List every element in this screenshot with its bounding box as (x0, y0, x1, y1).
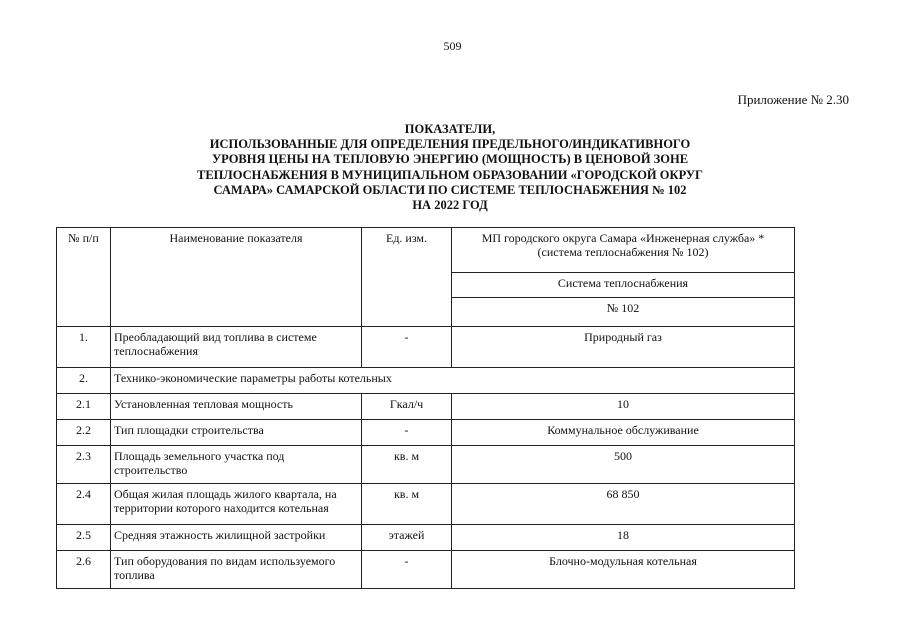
table-row (57, 394, 795, 420)
row-unit: - (362, 551, 452, 589)
table-row (57, 446, 795, 484)
table-row (57, 420, 795, 446)
header-num: № п/п (57, 228, 111, 327)
heading-line: ТЕПЛОСНАБЖЕНИЯ В МУНИЦИПАЛЬНОМ ОБРАЗОВАНИИ «ГОРОДСКОЙ ОКРУГ (196, 167, 704, 182)
row-num: 1. (57, 327, 111, 368)
row-name: Преобладающий вид топлива в системе теплоснабжения (111, 327, 362, 368)
row-unit: - (362, 327, 452, 368)
header-org-sub: (система теплоснабжения № 102) (537, 245, 709, 259)
heading-line: УРОВНЯ ЦЕНЫ НА ТЕПЛОВУЮ ЭНЕРГИЮ (МОЩНОСТЬ) В ЦЕНОВОЙ ЗОНЕ (211, 152, 689, 167)
row-name: Установленная тепловая мощность (111, 394, 362, 420)
page-number: 509 (443, 39, 462, 53)
row-num: 2. (57, 368, 111, 394)
appendix-label: Приложение № 2.30 (737, 92, 849, 107)
row-unit: кв. м (362, 484, 452, 525)
row-value: Коммунальное обслуживание (452, 420, 795, 446)
table-row (57, 484, 795, 525)
table-row (57, 551, 795, 589)
header-organization (452, 228, 795, 273)
header-system: Система теплоснабжения (452, 273, 795, 298)
row-unit: кв. м (362, 446, 452, 484)
header-org-name: МП городского округа Самара «Инженерная служба» * (481, 231, 765, 245)
table-row (57, 327, 795, 368)
row-num: 2.4 (57, 484, 111, 525)
indicators-table (56, 227, 795, 589)
header-name: Наименование показателя (111, 228, 362, 327)
row-value: 68 850 (452, 484, 795, 525)
row-name: Тип площадки строительства (111, 420, 362, 446)
row-value: 500 (452, 446, 795, 484)
row-name: Тип оборудования по видам используемого топлива (111, 551, 362, 589)
row-num: 2.2 (57, 420, 111, 446)
row-unit: Гкал/ч (362, 394, 452, 420)
row-num: 2.3 (57, 446, 111, 484)
table-header-row (57, 228, 795, 273)
header-unit: Ед. изм. (362, 228, 452, 327)
heading-line: НА 2022 ГОД (412, 198, 488, 213)
row-num: 2.1 (57, 394, 111, 420)
row-value: 18 (452, 525, 795, 551)
document-heading (150, 122, 750, 213)
row-name: Площадь земельного участка под строительство (111, 446, 362, 484)
row-unit: этажей (362, 525, 452, 551)
heading-line: ПОКАЗАТЕЛИ, (404, 122, 496, 136)
row-value: Блочно-модульная котельная (452, 551, 795, 589)
row-name: Общая жилая площадь жилого квартала, на территории которого находится котельная (111, 484, 362, 525)
table-row (57, 368, 795, 394)
row-name: Средняя этажность жилищной застройки (111, 525, 362, 551)
row-section-name: Технико-экономические параметры работы котельных (111, 368, 795, 394)
header-system-number: № 102 (452, 298, 795, 327)
row-num: 2.6 (57, 551, 111, 589)
row-unit: - (362, 420, 452, 446)
heading-line: ИСПОЛЬЗОВАННЫЕ ДЛЯ ОПРЕДЕЛЕНИЯ ПРЕДЕЛЬНОГО/ИНДИКАТИВНОГО (209, 137, 691, 152)
row-value: 10 (452, 394, 795, 420)
heading-line: САМАРА» САМАРСКОЙ ОБЛАСТИ ПО СИСТЕМЕ ТЕПЛОСНАБЖЕНИЯ № 102 (213, 182, 687, 197)
row-value: Природный газ (452, 327, 795, 368)
row-num: 2.5 (57, 525, 111, 551)
table-row (57, 525, 795, 551)
